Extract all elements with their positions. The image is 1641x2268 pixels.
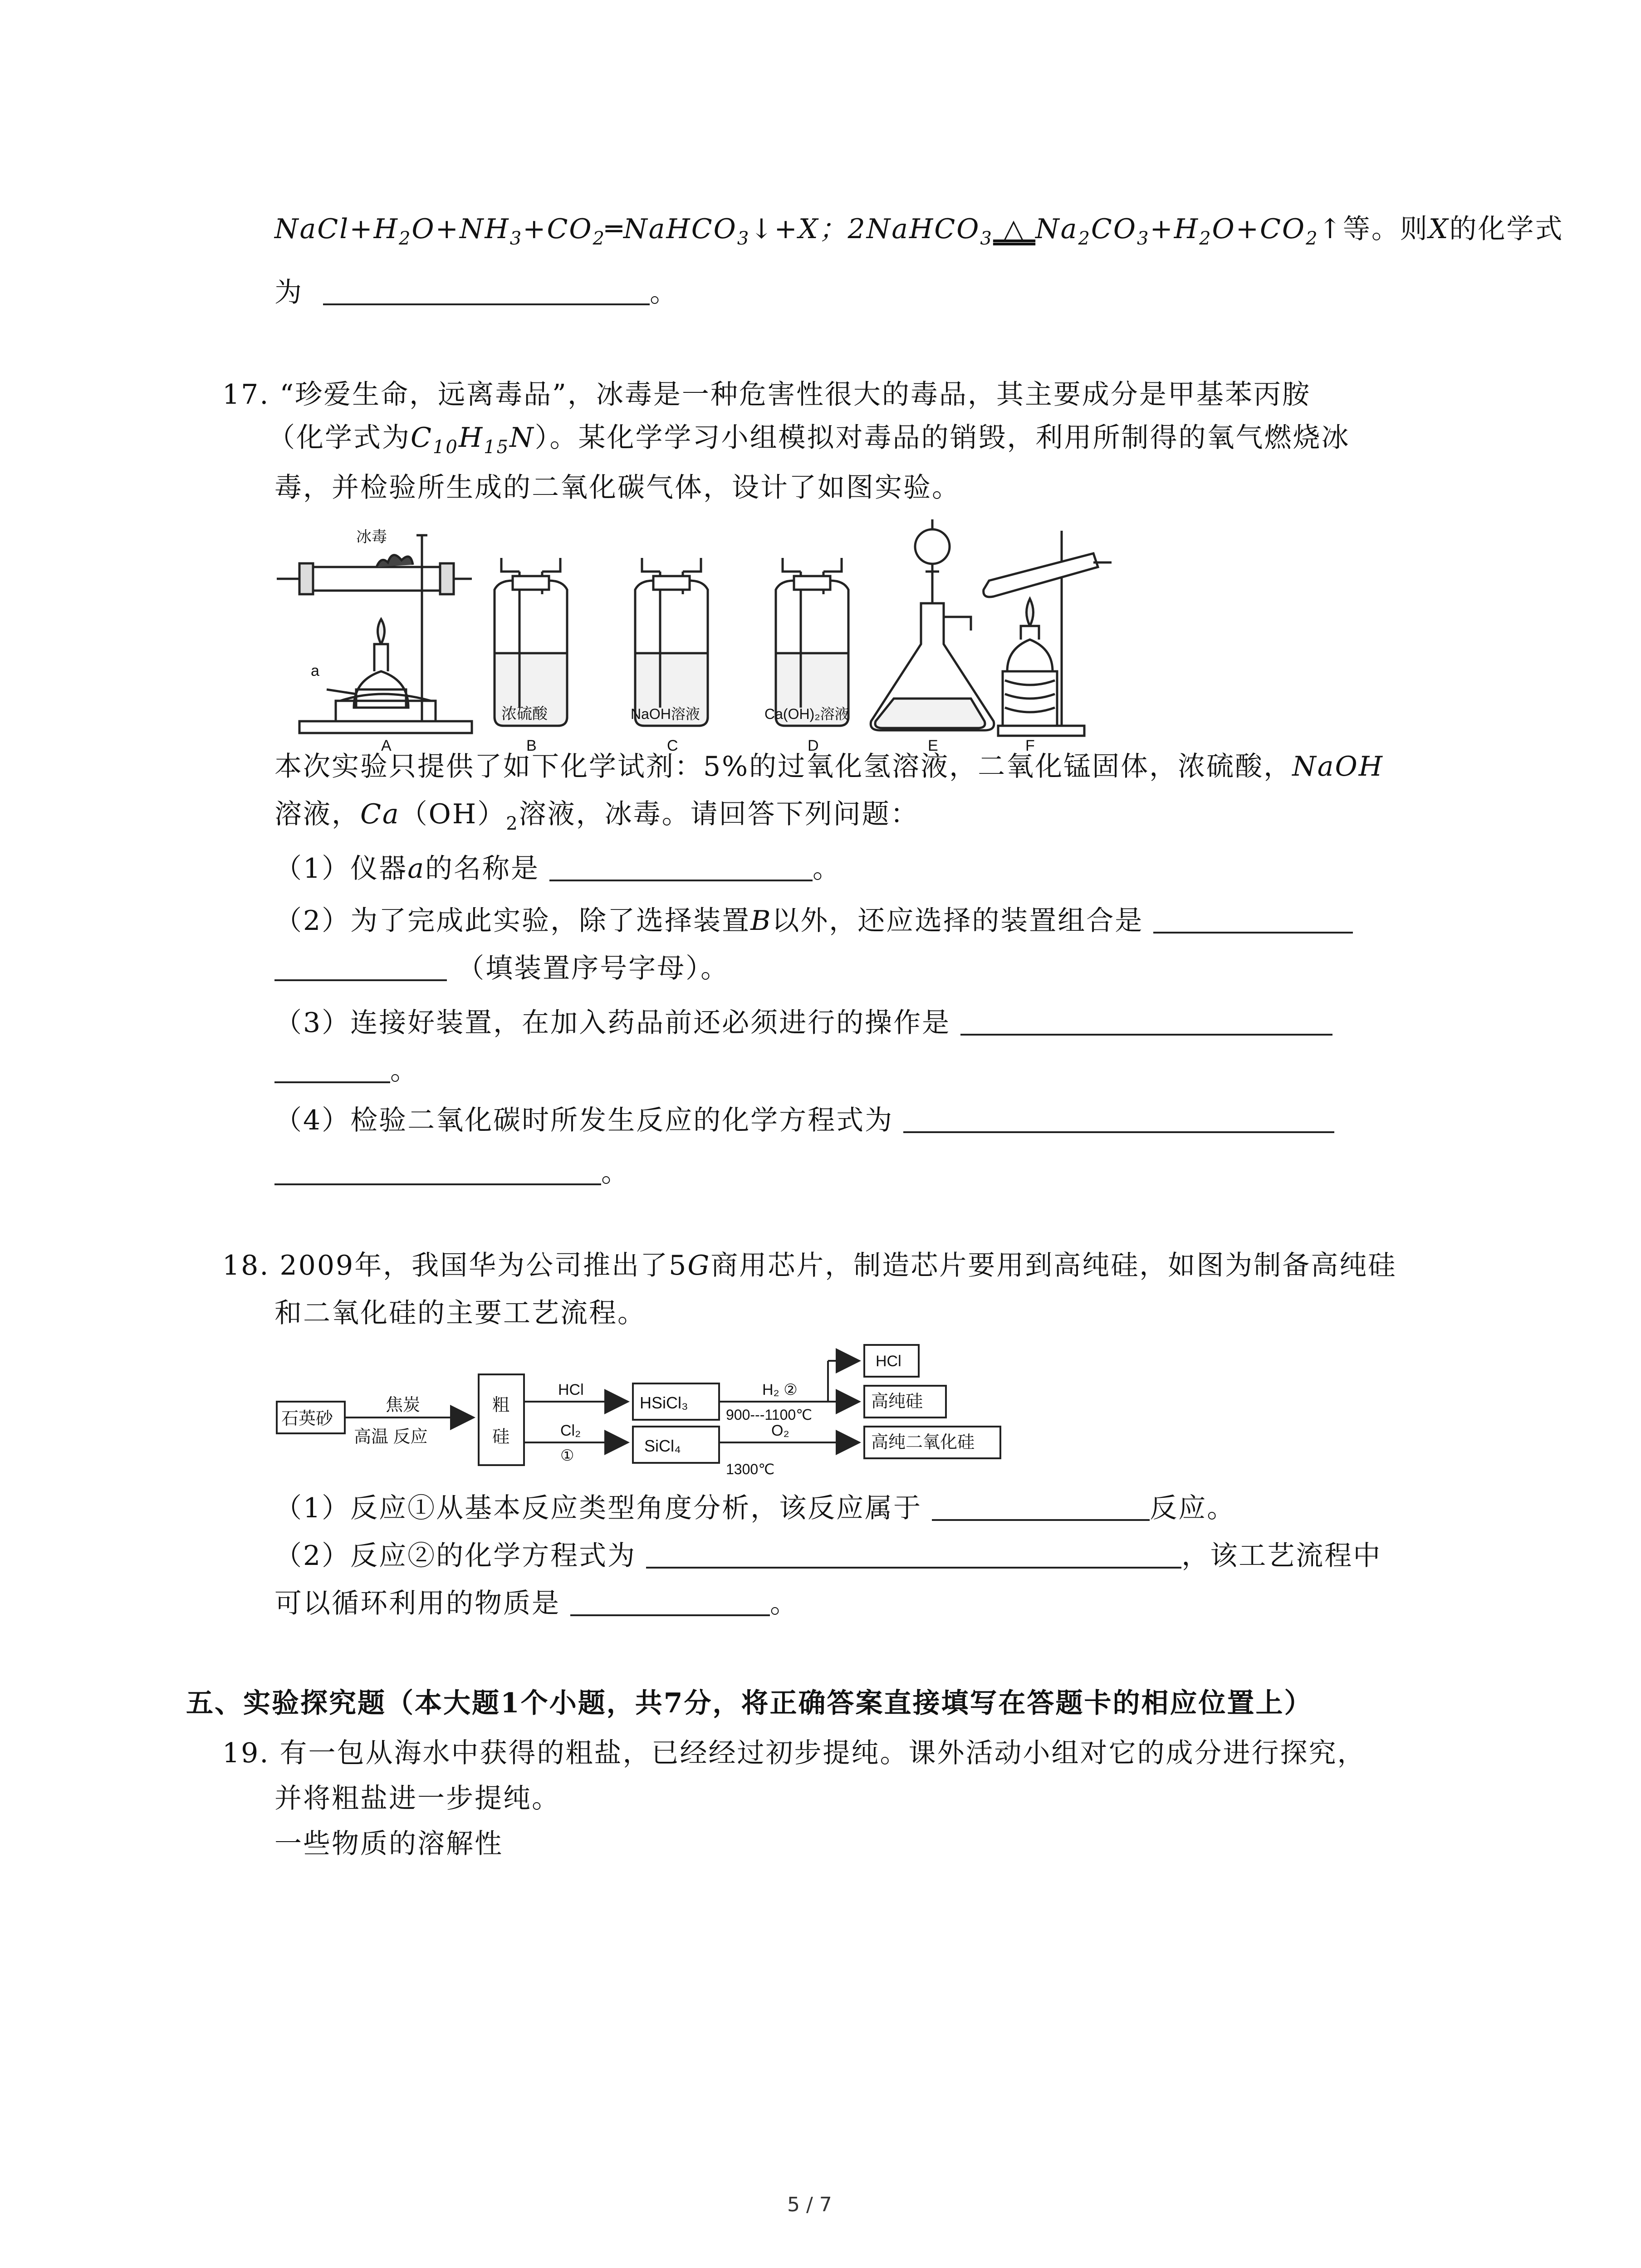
- label-B: B: [526, 737, 537, 753]
- q18-flow-diagram: [272, 1338, 1053, 1492]
- flow-out-hcl: HCl: [876, 1353, 901, 1370]
- label-A: A: [381, 737, 392, 753]
- flow-temp1: 900---1100℃: [726, 1407, 813, 1423]
- flow-crude1: 粗: [492, 1396, 510, 1415]
- flow-out-sio2: 高纯二氧化硅: [871, 1433, 975, 1452]
- flow-hsicl3: HSiCl₃: [640, 1393, 688, 1412]
- q17-apparatus-figure: [272, 517, 1116, 753]
- q17-line1: 17. “珍爱生命，远离毒品”，冰毒是一种危害性很大的毒品，其主要成分是甲基苯丙胺: [222, 379, 1311, 411]
- page-number: 5 / 7: [787, 2193, 832, 2216]
- label-D-sol: Ca(OH)₂溶液: [764, 706, 849, 722]
- flow-sicl4: SiCl₄: [644, 1437, 681, 1455]
- q19-line1: 19. 有一包从海水中获得的粗盐，已经经过初步提纯。课外活动小组对它的成分进行探究，: [222, 1737, 1366, 1769]
- q17-part4: （4）检验二氧化碳时所发生反应的化学方程式为: [274, 1102, 1334, 1139]
- q16-equation-line: $NaCl+H_2O+NH_3+CO_2═NaHCO_3↓+X$；2NaHCO$_3$ △ $Na_2CO_3+H_2O+CO_2↑$等。则X的化学式: [274, 213, 1564, 249]
- q17-part1-blank[interactable]: [549, 854, 813, 881]
- label-D: D: [808, 737, 819, 753]
- q16-answer-blank[interactable]: [323, 278, 650, 305]
- label-C: C: [667, 737, 678, 753]
- label-bingdu: 冰毒: [356, 528, 387, 546]
- flow-crude2: 硅: [492, 1427, 510, 1447]
- q17-part3-blank-a[interactable]: [960, 1008, 1332, 1036]
- flow-quartz: 石英砂: [281, 1409, 333, 1428]
- q17-part3-line2: 。: [274, 1052, 419, 1089]
- q19-line3: 一些物质的溶解性: [274, 1828, 503, 1860]
- q17-part3-blank-b[interactable]: [274, 1056, 390, 1083]
- label-E: E: [928, 737, 938, 753]
- q17-line4: 本次实验只提供了如下化学试剂：5%的过氧化氢溶液，二氧化锰固体，浓硫酸，NaOH: [274, 751, 1384, 782]
- label-F: F: [1025, 737, 1035, 753]
- q17-part1: （1）仪器a的名称是 。: [274, 853, 842, 885]
- q18-part1-blank[interactable]: [932, 1494, 1150, 1521]
- q17-part4-line2: 。: [274, 1154, 630, 1191]
- label-B-sol: 浓硫酸: [501, 705, 548, 723]
- q17-line3: 毒，并检验所生成的二氧化碳气体，设计了如图实验。: [274, 472, 960, 503]
- flow-temp2: 1300℃: [726, 1461, 775, 1477]
- q16-answer-line: 为 。: [274, 277, 679, 308]
- bottle-d: [776, 558, 848, 726]
- flow-h2: H₂ ②: [762, 1381, 798, 1398]
- label-C-sol: NaOH溶液: [631, 706, 700, 722]
- q17-part2: （2）为了完成此实验，除了选择装置B以外，还应选择的装置组合是: [274, 903, 1353, 939]
- q18-part1: （1）反应①从基本反应类型角度分析，该反应属于 反应。: [274, 1492, 1236, 1524]
- q18-part2-blank-b[interactable]: [570, 1589, 770, 1616]
- bottle-c: [635, 558, 708, 726]
- flow-o2: O₂: [771, 1422, 789, 1439]
- q18-part2-blank-a[interactable]: [646, 1541, 1181, 1569]
- bottle-b: [495, 558, 567, 726]
- q18-line1: 18. 2009年，我国华为公司推出了5G商用芯片，制造芯片要用到高纯硅，如图为制备高纯硅: [222, 1250, 1397, 1281]
- q17-part4-blank-b[interactable]: [274, 1158, 601, 1185]
- q17-part2-line2: （填装置序号字母）。: [274, 950, 729, 987]
- apparatus-f: [984, 531, 1112, 736]
- flow-hcl: HCl: [558, 1381, 584, 1398]
- label-a: a: [311, 662, 319, 679]
- section5-title: 五、实验探究题（本大题1个小题，共7分，将正确答案直接填写在答题卡的相应位置上）: [186, 1687, 1313, 1719]
- apparatus-a: [277, 535, 472, 733]
- flow-coke: 焦炭: [386, 1396, 421, 1415]
- q17-part2-blank-b[interactable]: [274, 954, 447, 981]
- q18-line2: 和二氧化硅的主要工艺流程。: [274, 1297, 646, 1329]
- flow-circle1: ①: [560, 1447, 574, 1464]
- q17-line5: 溶液，$Ca(OH)_2$溶液，冰毒。请回答下列问题：: [274, 798, 919, 834]
- q17-part3: （3）连接好装置，在加入药品前还必须进行的操作是: [274, 1005, 1332, 1041]
- q18-part2: （2）反应②的化学方程式为 ，该工艺流程中: [274, 1540, 1382, 1572]
- flow-hightemp: 高温 反应: [354, 1427, 428, 1447]
- q17-line2: （化学式为$C_{10}H_{15}N$）。某化学学习小组模拟对毒品的销毁，利用所制得的氧气燃烧冰: [268, 422, 1350, 458]
- flow-cl2: Cl₂: [560, 1422, 581, 1439]
- q18-part2-line2: 可以循环利用的物质是 。: [274, 1588, 799, 1619]
- q17-part2-blank-a[interactable]: [1153, 906, 1353, 934]
- flow-out-si: 高纯硅: [871, 1392, 923, 1411]
- flask-e: [871, 519, 994, 730]
- q19-line2: 并将粗盐进一步提纯。: [274, 1783, 560, 1814]
- q17-part4-blank-a[interactable]: [903, 1106, 1334, 1133]
